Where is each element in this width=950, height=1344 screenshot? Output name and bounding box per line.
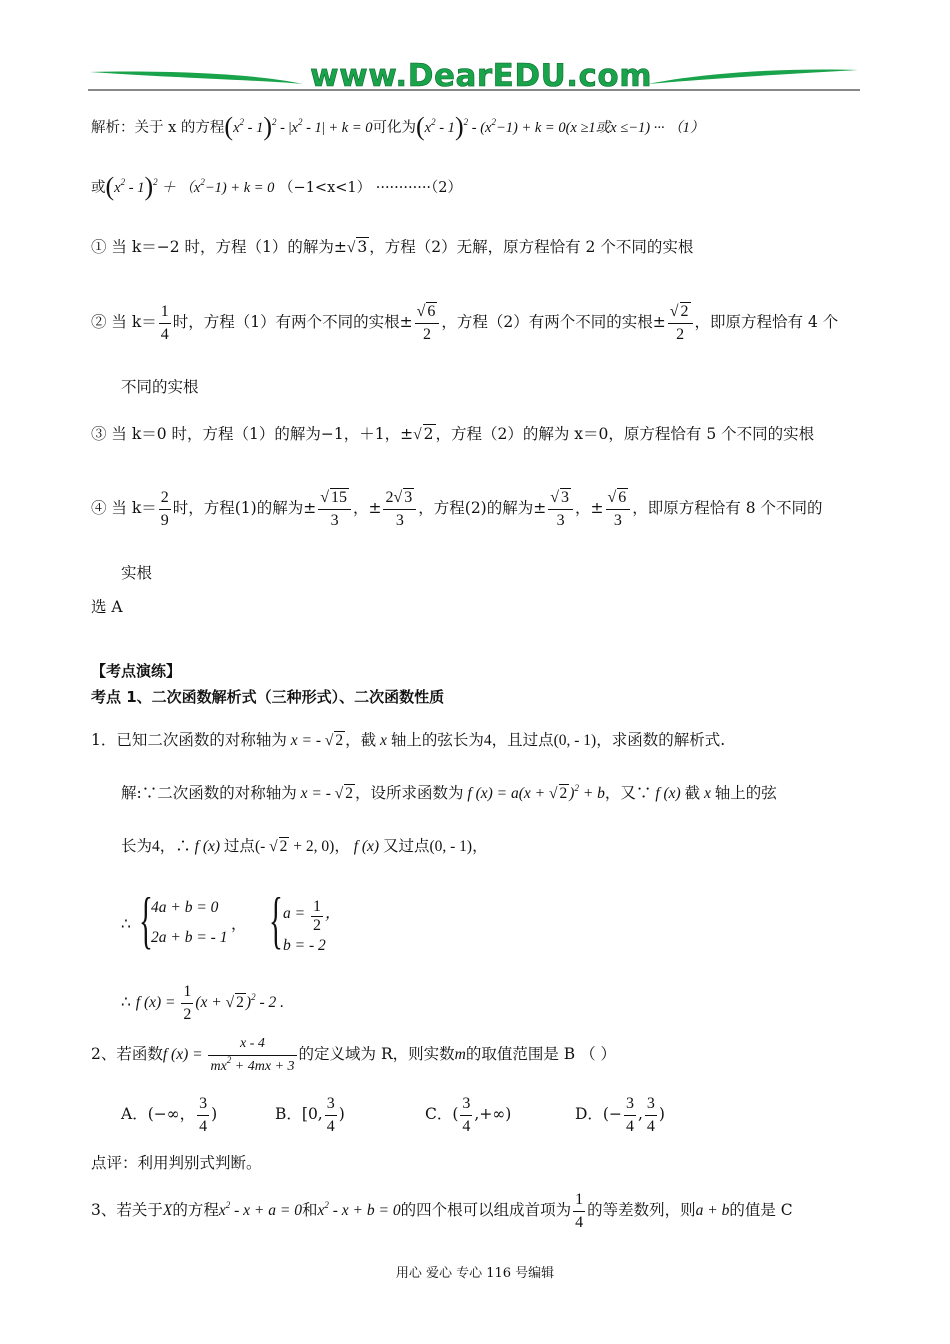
fraction-2-9: $\frac{2}{9}$: [160, 488, 169, 529]
topic-title: 考点 1、二次函数解析式（三种形式）、二次函数性质: [91, 688, 445, 706]
text: 又过点: [382, 837, 430, 855]
section-title: 【考点演练】: [91, 662, 182, 680]
fraction-sqrt3-3: $\frac{√ 3}{3}$: [548, 487, 573, 532]
case-1: ① 当 k＝−2 时，方程（1）的解为±√ 3 ，方程（2）无解，原方程恰有 2 个不同的实根: [91, 238, 694, 256]
fraction-2sqrt3-3: $\frac{2√ 3}{3}$: [383, 487, 416, 532]
math-expr: $(x^2 - 1)^2 - |x^2 - 1| + k = 0$: [224, 112, 373, 141]
text: ，: [334, 837, 350, 855]
text: 的值是 C: [729, 1201, 793, 1219]
text: 解析：关于 x 的方程: [91, 120, 225, 136]
text: 解:∵二次函数的对称轴为: [121, 784, 297, 802]
fraction-sqrt15-3: $\frac{√ 15}{3}$: [318, 487, 351, 532]
text: 的定义域为 R，则实数: [298, 1045, 455, 1063]
text: 的取值范围是 B （ ）: [465, 1045, 617, 1063]
question-1: 1．已知二次函数的对称轴为 x = - √ 2 ，截 x 轴上的弦长为4，且过点(0, - 1)，求函数的解析式.: [91, 731, 726, 749]
case-3: ③ 当 k＝0 时，方程（1）的解为−1，＋1，±√ 2 ，方程（2）的解为 x＝0，原方程恰有 5 个不同的实根: [91, 425, 815, 443]
text: ，方程（2）的解为 x＝0，原方程恰有 5 个不同的实根: [435, 425, 815, 443]
radicand: 3: [357, 238, 368, 256]
option-c: C．( $\frac{3}{4}$ ,+∞): [425, 1094, 512, 1135]
text: ，方程（2）有两个不同的实根±: [441, 313, 666, 331]
text: 长为: [121, 837, 153, 855]
text: ③ 当 k＝0 时，方程（1）的解为−1，＋1，±: [91, 425, 414, 443]
text: ，方程（2）无解，原方程恰有 2 个不同的实根: [369, 238, 694, 256]
comment: 点评：利用判别式判断。: [91, 1154, 262, 1172]
text: D．(−: [575, 1105, 622, 1123]
q1-solution-line-1: 解:∵二次函数的对称轴为 x = - √ 2 ，设所求函数为 f (x) = a(x + √ 2 )$^2$ + b，又∵ f (x) 截 x 轴上的弦: [121, 783, 777, 802]
text: ，求函数的解析式.: [596, 731, 726, 749]
text: ，且过点: [491, 731, 554, 749]
fraction-1-4: $\frac{1}{4}$: [160, 302, 169, 343]
text: ，又∵: [604, 784, 652, 802]
fraction-sqrt6-2: $\frac{√ 6}{2}$: [415, 301, 440, 346]
text: 或: [91, 180, 106, 196]
site-logo: www.DearEDU.com: [310, 58, 653, 94]
fraction-sqrt2-2: $\frac{√ 2}{2}$: [668, 301, 693, 346]
text: 过点: [223, 837, 255, 855]
text: ，∴: [159, 837, 191, 855]
fraction-sqrt6-3: $\frac{√ 6}{3}$: [606, 487, 631, 532]
question-3: 3、若关于X的方程$x^2 - x + a = 0$和$x^2 - x + b = 0$的四个根可以组成首项为 $\frac{1}{4}$ 的等差数列，则a + b的值是 C: [91, 1190, 793, 1231]
text: ④ 当 k＝: [91, 499, 157, 517]
text: ，即原方程恰有 8 个不同的: [632, 499, 823, 517]
solution-line-1: [91, 112, 705, 141]
text: A．(−∞，: [121, 1105, 196, 1123]
answer: 选 A: [91, 598, 123, 616]
text: 1．已知二次函数的对称轴为: [91, 731, 287, 749]
text: 的方程: [172, 1201, 219, 1219]
text: 截: [684, 784, 701, 802]
condition: （−1<x<1） ············（2）: [279, 180, 463, 196]
option-d: D．(− $\frac{3}{4}$ , $\frac{3}{4}$ ): [575, 1094, 665, 1135]
text: 时，方程（1）有两个不同的实根±: [172, 313, 413, 331]
text: B．[0,: [275, 1105, 323, 1123]
solution-line-2: [91, 172, 463, 201]
text: 的等差数列，则: [587, 1201, 696, 1219]
header-banner: [88, 60, 860, 96]
text: ，截: [345, 731, 377, 749]
condition: (x ≥1或x ≤−1) ··· （1）: [565, 120, 705, 136]
question-2: 2、若函数f (x) = $\frac{x - 4}{mx^2 + 4mx + 3}$ 的定义域为 R，则实数m的取值范围是 B （ ）: [91, 1030, 616, 1079]
text: 和: [301, 1201, 318, 1219]
option-a: A．(−∞， $\frac{3}{4}$ ): [121, 1094, 218, 1135]
text: 轴上的弦长为: [390, 731, 484, 749]
case-2: [91, 298, 838, 346]
case-2-continued: 不同的实根: [121, 378, 199, 396]
case-4-continued: 实根: [121, 564, 153, 582]
text: 轴上的弦: [714, 784, 777, 802]
text: ，设所求函数为: [355, 784, 464, 802]
text: ，即原方程恰有 4 个: [694, 313, 839, 331]
text: 时，方程(1)的解为±: [172, 499, 317, 517]
text: ① 当 k＝−2 时，方程（1）的解为±: [91, 238, 347, 256]
q1-result: ∴ f (x) = $\frac{1}{2}$ (x + √ 2 )$^2$ - 2 .: [121, 982, 285, 1023]
text: 3、若关于: [91, 1201, 163, 1219]
text: 2、若函数: [91, 1045, 163, 1063]
math-expr: $(x^2 - 1)^2 - (x^2-1) + k = 0$: [415, 112, 566, 141]
text: 的四个根可以组成首项为: [400, 1201, 572, 1219]
text: 可化为: [372, 120, 416, 136]
page-footer: 用心 爱心 专心 116 号编辑: [395, 1266, 555, 1281]
text: ② 当 k＝: [91, 313, 157, 331]
math-expr: $(x^2 - 1)^2 + (x^2-1) + k = 0$: [105, 172, 275, 201]
text: C．(: [425, 1105, 459, 1123]
text: ，方程(2)的解为±: [418, 499, 547, 517]
q1-solution-line-2: 长为4，∴ f (x) 过点(- √ 2 + 2, 0)， f (x) 又过点(0, - 1)，: [121, 837, 488, 855]
case-4: ④ 当 k＝ $\frac{2}{9}$ 时，方程(1)的解为± $\frac{√ 15}{3}$ ，± $\frac{2√ 3}{3}$ ，方程(2)的解为± $\frac{√ 3}{3}$ ，± $\frac{√ 6}{3}$ ，即原方程恰有 8 个不同的: [91, 484, 823, 532]
option-b: B．[0, $\frac{3}{4}$ ): [275, 1094, 345, 1135]
